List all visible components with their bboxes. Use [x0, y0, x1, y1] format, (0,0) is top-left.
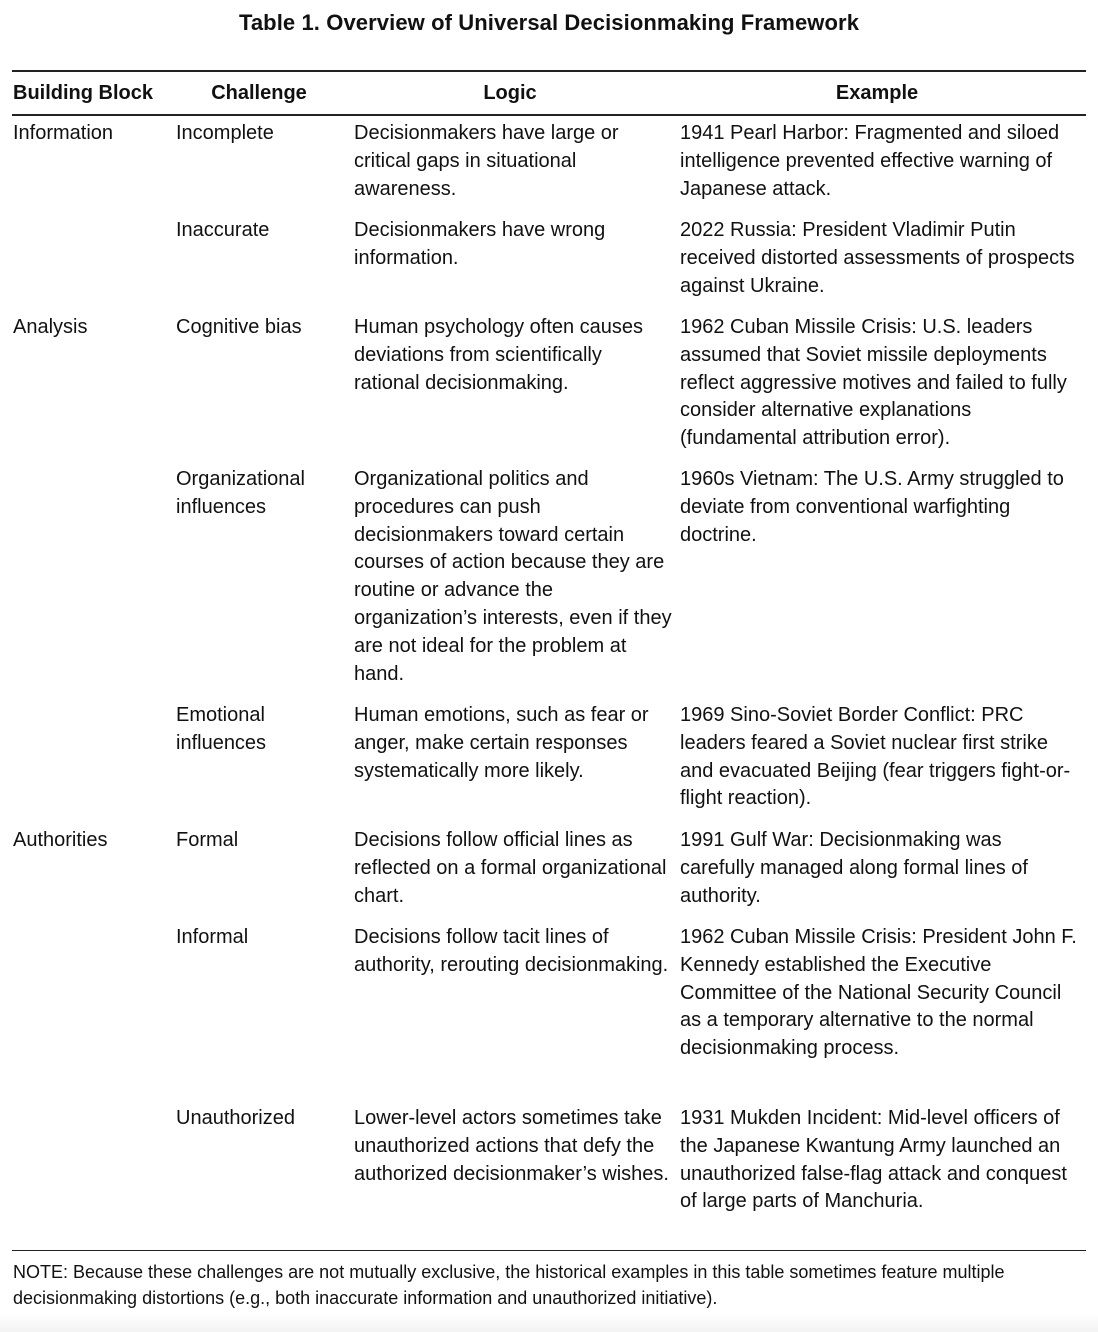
cell-building-block: Analysis — [13, 316, 88, 338]
cell-challenge: Informal — [176, 926, 249, 948]
cell-logic: Decisions follow tacit lines of authority, rerouting decisionmaking. — [354, 926, 669, 976]
cell-example: 1962 Cuban Missile Crisis: President John F. Kennedy established the Executive Committee of the National Security Council as a temporary alternative to the normal decisionmaking process. — [680, 926, 1077, 1060]
table-header-rule — [12, 114, 1086, 116]
cell-example: 1960s Vietnam: The U.S. Army struggled to deviate from conventional warfighting doctrine. — [680, 468, 1064, 546]
cell-challenge: Cognitive bias — [176, 316, 302, 338]
table-title: Table 1. Overview of Universal Decisionmaking Framework — [238, 10, 860, 35]
cell-logic: Human psychology often causes deviations from scientifically rational decisionmaking. — [354, 316, 644, 394]
cell-challenge: Organizational influences — [176, 468, 305, 518]
cell-challenge: Unauthorized — [176, 1107, 295, 1129]
header-challenge: Challenge — [211, 82, 307, 104]
cell-challenge: Emotional influences — [176, 704, 267, 754]
cell-logic: Decisions follow official lines as reflected on a formal organizational chart. — [354, 829, 667, 907]
cell-example: 1969 Sino-Soviet Border Conflict: PRC leaders feared a Soviet nuclear first strike and evacuated Beijing (fear triggers fight-or-flight reaction). — [680, 704, 1071, 810]
header-logic: Logic — [483, 82, 537, 104]
header-example: Example — [835, 82, 919, 104]
table-bottom-rule — [12, 1250, 1086, 1251]
cell-building-block: Information — [13, 122, 114, 144]
table-note: NOTE: Because these challenges are not mutually exclusive, the historical examples in this table sometimes feature multiple decisionmaking distortions (e.g., both inaccurate information and unauthorized initiative). — [13, 1262, 1005, 1308]
cell-challenge: Inaccurate — [176, 219, 270, 241]
cell-challenge: Formal — [176, 829, 239, 851]
cell-example: 1941 Pearl Harbor: Fragmented and siloed intelligence prevented effective warning of Japanese attack. — [680, 122, 1060, 200]
header-building-block: Building Block — [13, 82, 153, 104]
cell-logic: Lower-level actors sometimes take unauthorized actions that defy the authorized decisionmaker’s wishes. — [354, 1107, 669, 1185]
cell-example: 1931 Mukden Incident: Mid-level officers of the Japanese Kwantung Army launched an unauthorized false-flag attack and conquest of large parts of Manchuria. — [680, 1107, 1067, 1213]
cell-logic: Organizational politics and procedures can push decisionmakers toward certain courses of action because they are routine or advance the organization’s interests, even if they are not ideal for the problem at hand. — [354, 468, 672, 685]
cell-building-block: Authorities — [13, 829, 108, 851]
cell-example: 1962 Cuban Missile Crisis: U.S. leaders assumed that Soviet missile deployments reflect aggressive motives and failed to fully consider alternative explanations (fundamental attribution error). — [680, 316, 1067, 450]
cell-logic: Decisionmakers have large or critical gaps in situational awareness. — [354, 122, 619, 200]
cell-challenge: Incomplete — [176, 122, 274, 144]
cell-logic: Human emotions, such as fear or anger, make certain responses systematically more likely. — [354, 704, 649, 782]
cell-logic: Decisionmakers have wrong information. — [354, 219, 606, 269]
table-top-rule — [12, 70, 1086, 72]
cell-example: 2022 Russia: President Vladimir Putin received distorted assessments of prospects against Ukraine. — [680, 219, 1075, 297]
page-bottom-fade — [0, 1314, 1098, 1332]
cell-example: 1991 Gulf War: Decisionmaking was carefully managed along formal lines of authority. — [680, 829, 1028, 907]
